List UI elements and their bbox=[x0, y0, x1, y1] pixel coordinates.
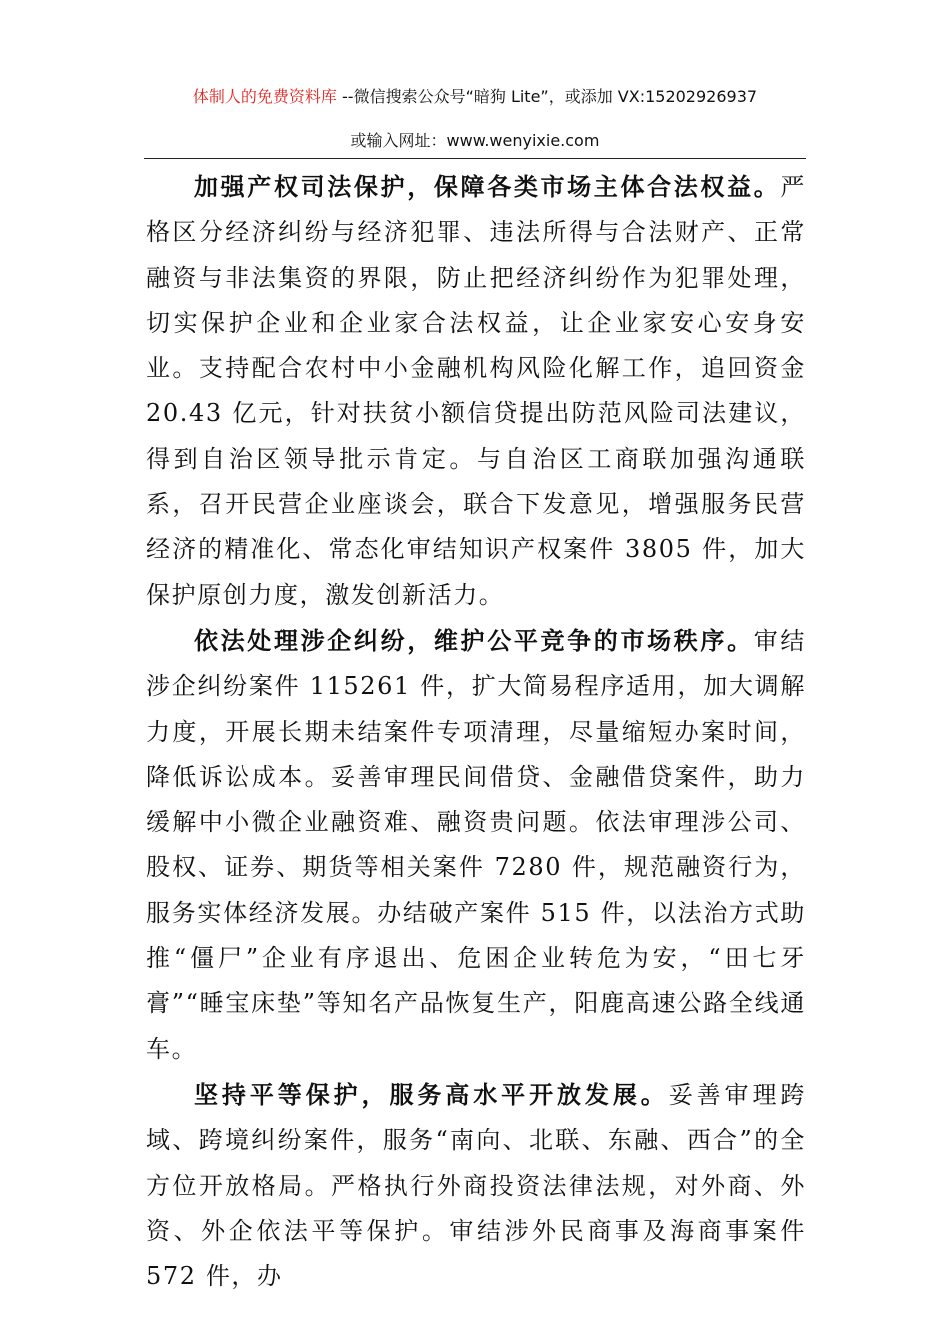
paragraph-property-rights bbox=[146, 164, 806, 618]
brand-name: 体制人的免费资料库 bbox=[192, 87, 337, 106]
website-line: 或输入网址：www.wenyixie.com bbox=[350, 131, 600, 150]
paragraph-text: 严格区分经济纠纷与经济犯罪、违法所得与合法财产、正常融资与非法集资的界限，防止把经济纠纷作为犯罪处理，切实保护企业和企业家合法权益，让企业家安心安身安业。支持配合农村中小金融机构风险化解工作，追回资金 20.43 亿元，针对扶贫小额信贷提出防范风险司法建议，得到自治区领导批示肯定。与自治区工商联加强沟通联系，召开民营企业座谈会，联合下发意见，增强服务民营经济的精准化、常态化审结知识产权案件 3805 件，加大保护原创力度，激发创新活力。 bbox=[146, 173, 806, 609]
paragraph-lead: 加强产权司法保护，保障各类市场主体合法权益。 bbox=[194, 172, 781, 201]
paragraph-enterprise-disputes bbox=[146, 618, 806, 1072]
paragraph-lead: 坚持平等保护，服务高水平开放发展。 bbox=[194, 1079, 669, 1109]
paragraph-lead: 依法处理涉企纠纷，维护公平竞争的市场秩序。 bbox=[194, 625, 754, 655]
header-contact-info: --微信搜索公众号“暗狗 Lite”，或添加 VX:15202926937 bbox=[342, 87, 758, 106]
header-banner bbox=[0, 84, 950, 110]
document-body bbox=[146, 164, 806, 1299]
header-divider bbox=[144, 158, 806, 159]
paragraph-equal-protection bbox=[146, 1072, 806, 1299]
paragraph-text: 妥善审理跨域、跨境纠纷案件，服务“南向、北联、东融、西合”的全方位开放格局。严格执行外商投资法律法规，对外商、外资、外企依法平等保护。审结涉外民商事及海商事案件 572 件，办 bbox=[146, 1080, 806, 1291]
paragraph-text: 审结涉企纠纷案件 115261 件，扩大简易程序适用，加大调解力度，开展长期未结案件专项清理，尽量缩短办案时间，降低诉讼成本。妥善审理民间借贷、金融借贷案件，助力缓解中小微企业融资难、融资贵问题。依法审理涉公司、股权、证券、期货等相关案件 7280 件，规范融资行为，服务实体经济发展。办结破产案件 515 件，以法治方式助推“僵尸”企业有序退出、危困企业转危为安，“田七牙膏”“睡宝床垫”等知名产品恢复生产，阳鹿高速公路全线通车。 bbox=[146, 626, 806, 1063]
